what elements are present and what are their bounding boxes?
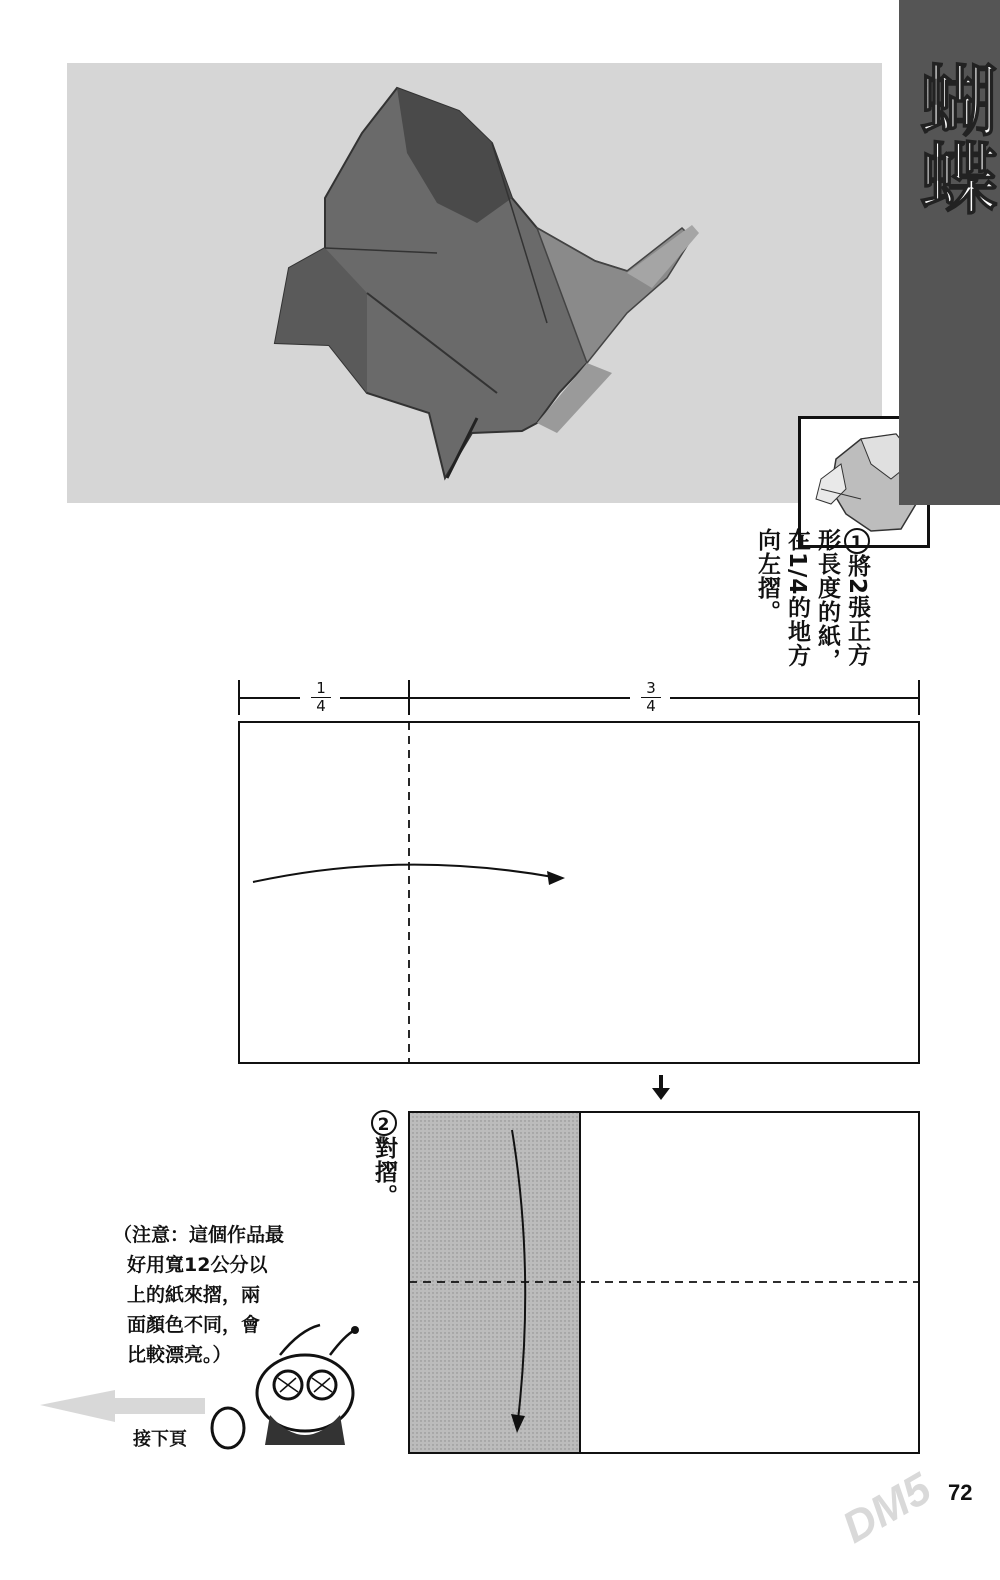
- step2-number: 2: [371, 1110, 397, 1136]
- fraction-one-quarter: $\frac{1}{4}$: [311, 680, 331, 715]
- step1-number: 1: [844, 528, 870, 554]
- step2-text: 對摺。: [371, 1136, 397, 1208]
- watermark: DM5: [834, 1463, 940, 1553]
- page-title: 蝴蝶: [907, 60, 997, 216]
- step2-instruction: [369, 1110, 399, 1230]
- page-number: 72: [948, 1480, 973, 1505]
- fraction-three-quarters: $\frac{3}{4}$: [641, 680, 661, 715]
- note-text: （注意：這個作品最 好用寬12公分以 上的紙來摺，兩 面顏色不同，會 比較漂亮。）: [113, 1224, 285, 1366]
- next-page-label: 接下頁: [133, 1429, 187, 1450]
- step1-text: 將2張正方形長度的紙，在1/4的地方向左摺。: [754, 528, 870, 672]
